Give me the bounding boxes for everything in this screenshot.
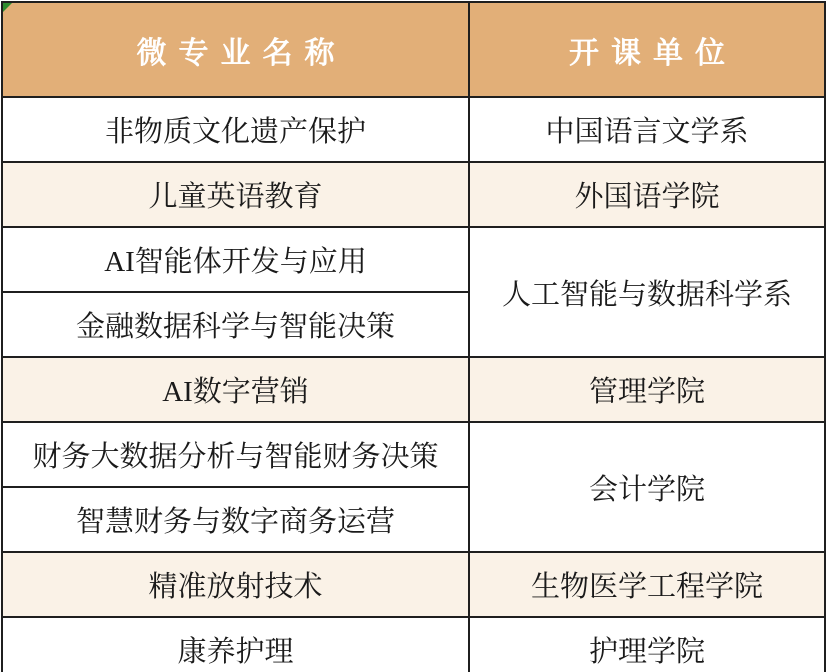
table-row [2,552,825,617]
unit-cell-merged: 人工智能与数据科学系 [469,227,825,357]
unit-cell-merged: 会计学院 [469,422,825,552]
table-row [2,357,825,422]
major-cell: 精准放射技术 [2,552,469,617]
unit-cell: 外国语学院 [469,162,825,227]
micro-majors-table [1,1,826,672]
unit-cell: 管理学院 [469,357,825,422]
major-cell: 儿童英语教育 [2,162,469,227]
cell-error-indicator-icon [3,3,12,12]
major-cell: 智慧财务与数字商务运营 [2,487,469,552]
table-row [2,617,825,672]
header-major-name: 微专业名称 [2,2,469,97]
major-cell: 金融数据科学与智能决策 [2,292,469,357]
header-row [2,2,825,97]
major-cell: AI数字营销 [2,357,469,422]
header-offering-unit: 开课单位 [469,2,825,97]
major-cell: AI智能体开发与应用 [2,227,469,292]
table-row [2,162,825,227]
table-row [2,422,825,487]
table-row [2,227,825,292]
unit-cell: 生物医学工程学院 [469,552,825,617]
major-cell: 财务大数据分析与智能财务决策 [2,422,469,487]
major-cell: 康养护理 [2,617,469,672]
unit-cell: 护理学院 [469,617,825,672]
table-row [2,97,825,162]
major-cell: 非物质文化遗产保护 [2,97,469,162]
unit-cell: 中国语言文学系 [469,97,825,162]
